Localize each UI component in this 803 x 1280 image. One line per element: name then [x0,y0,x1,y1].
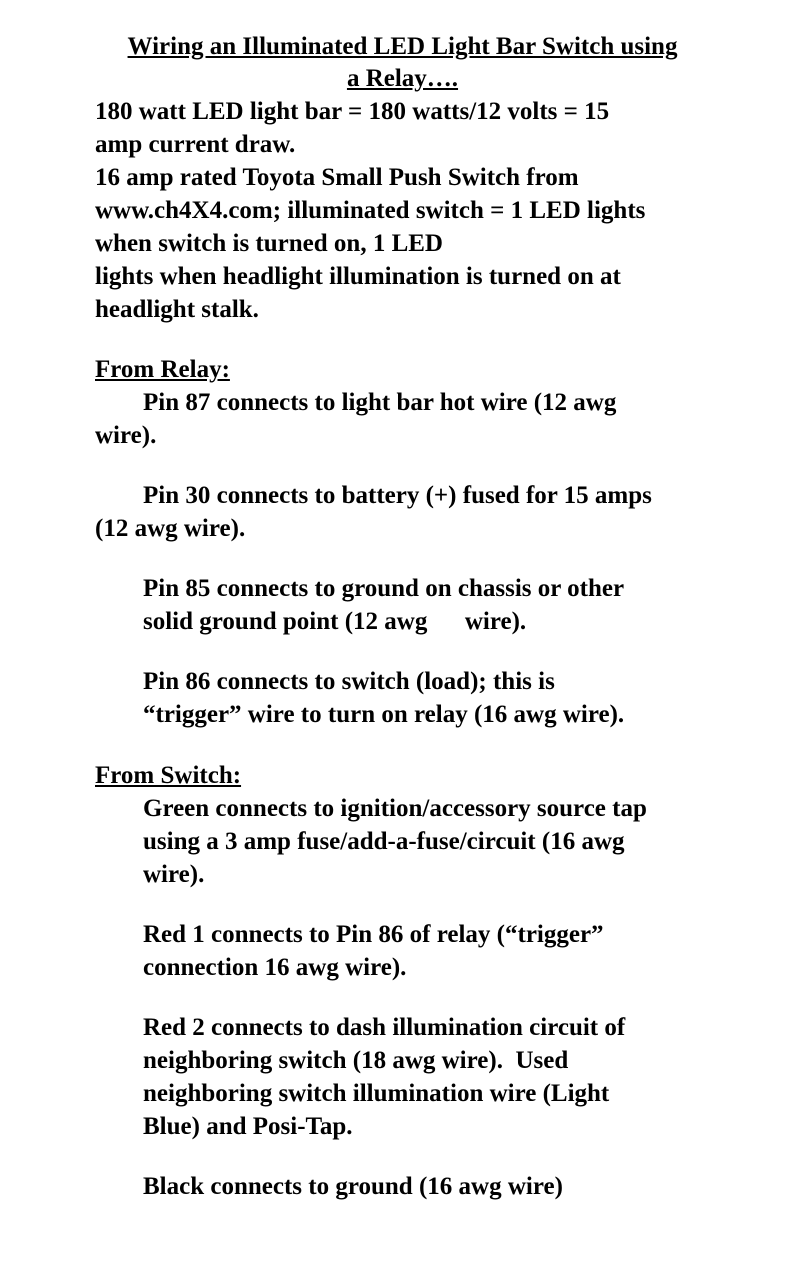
pin87-line: Pin 87 connects to light bar hot wire (12 awg [143,389,617,416]
red1-line: Red 1 connects to Pin 86 of relay (“trigger” [143,921,604,948]
green-line: wire). [143,861,205,888]
switch-heading: From Switch: [95,762,242,789]
relay-heading: From Relay: [95,356,230,383]
green-line: using a 3 amp fuse/add-a-fuse/circuit (16 awg [143,828,625,855]
pin86-line: “trigger” wire to turn on relay (16 awg wire). [143,701,625,728]
pin30-line: Pin 30 connects to battery (+) fused for 15 amps [143,482,652,509]
intro-line: www.ch4X4.com; illuminated switch = 1 LED lights [95,197,646,224]
red2-line: neighboring switch illumination wire (Light [143,1080,610,1107]
intro-line: 180 watt LED light bar = 180 watts/12 volts = 15 [95,98,610,125]
title-line-1: Wiring an Illuminated LED Light Bar Switch using [127,33,678,60]
title-line-2: a Relay…. [346,65,459,92]
red2-line: Red 2 connects to dash illumination circuit of [143,1014,626,1041]
pin86-line: Pin 86 connects to switch (load); this is [143,668,555,695]
document-title [90,31,715,95]
intro-line: lights when headlight illumination is turned on at [95,263,621,290]
red2-line: Blue) and Posi-Tap. [143,1113,353,1140]
red1-line: connection 16 awg wire). [143,954,407,981]
intro-line: amp current draw. [95,131,296,158]
pin85-line: Pin 85 connects to ground on chassis or other [143,575,625,602]
pin30-line: (12 awg wire). [95,515,246,542]
pin85-line: solid ground point (12 awg wire). [143,608,527,635]
pin87-line: wire). [95,422,157,449]
green-line: Green connects to ignition/accessory source tap [143,795,647,822]
intro-line: headlight stalk. [95,296,259,323]
red2-line: neighboring switch (18 awg wire). Used [143,1047,569,1074]
black-line: Black connects to ground (16 awg wire) [143,1173,563,1200]
intro-line: when switch is turned on, 1 LED [95,230,443,257]
intro-line: 16 amp rated Toyota Small Push Switch from [95,164,579,191]
